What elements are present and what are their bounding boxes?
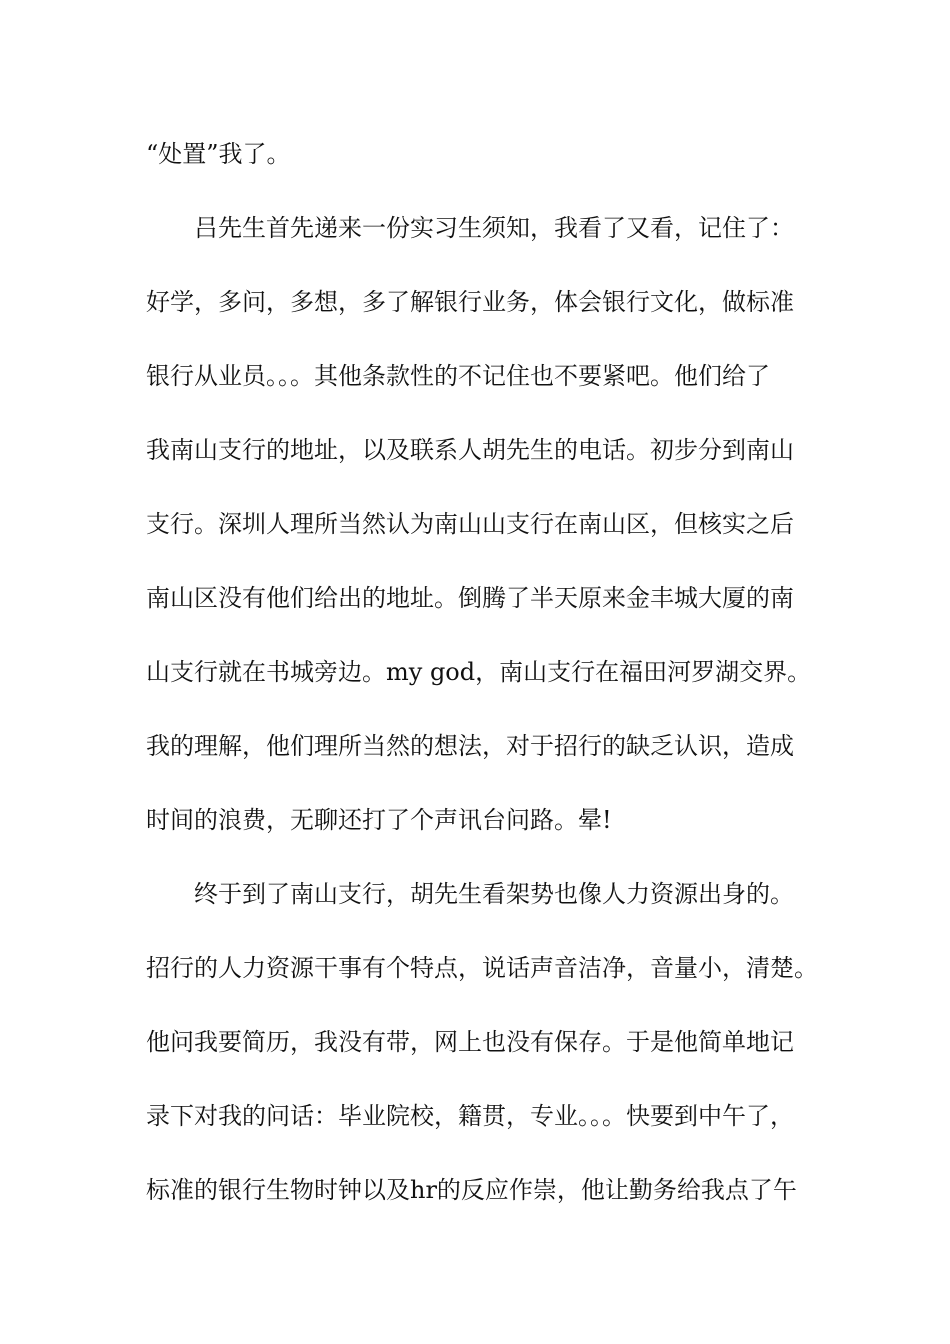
text-line: 招行的人力资源干事有个特点，说话声音洁净，音量小，清楚。 bbox=[146, 954, 818, 982]
text-line: 银行从业员。。。其他条款性的不记住也不要紧吧。他们给了 bbox=[146, 362, 770, 390]
text-line: 他问我要简历，我没有带，网上也没有保存。于是他简单地记 bbox=[146, 1028, 794, 1056]
text-line: 时间的浪费，无聊还打了个声讯台问路。晕! bbox=[146, 806, 612, 834]
text-line: 标准的银行生物时钟以及hr的反应作崇，他让勤务给我点了午 bbox=[146, 1176, 797, 1204]
text-line: 我南山支行的地址，以及联系人胡先生的电话。初步分到南山 bbox=[146, 436, 794, 464]
text-line: 南山区没有他们给出的地址。倒腾了半天原来金丰城大厦的南 bbox=[146, 584, 794, 612]
text-line: “处置”我了。 bbox=[146, 140, 291, 168]
text-line: 我的理解，他们理所当然的想法，对于招行的缺乏认识，造成 bbox=[146, 732, 794, 760]
text-line: 支行。深圳人理所当然认为南山山支行在南山区，但核实之后 bbox=[146, 510, 794, 538]
text-line: 终于到了南山支行，胡先生看架势也像人力资源出身的。 bbox=[194, 880, 794, 908]
text-line: 山支行就在书城旁边。my god，南山支行在福田河罗湖交界。 bbox=[146, 658, 812, 686]
text-line: 录下对我的问话：毕业院校，籍贯，专业。。。快要到中午了， bbox=[146, 1102, 794, 1130]
text-line: 好学，多问，多想，多了解银行业务，体会银行文化，做标准 bbox=[146, 288, 794, 316]
text-line: 吕先生首先递来一份实习生须知，我看了又看，记住了： bbox=[194, 214, 794, 242]
